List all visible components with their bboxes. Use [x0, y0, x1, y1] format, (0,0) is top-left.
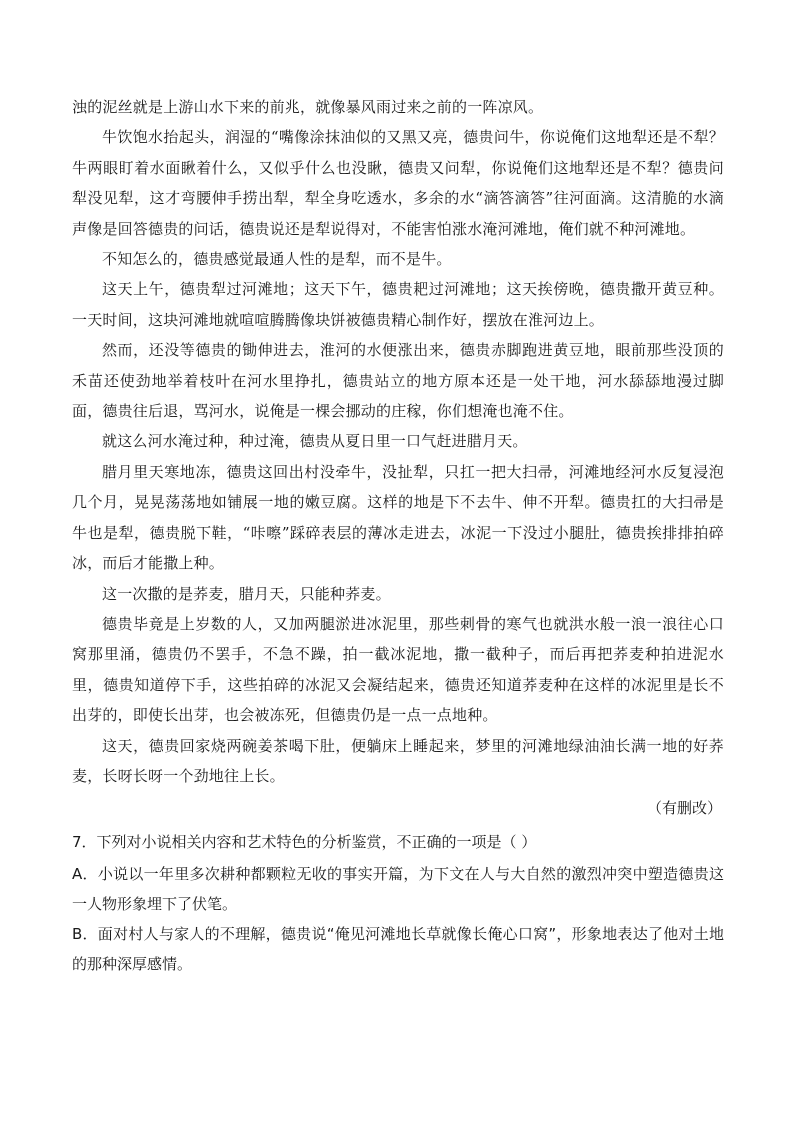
story-paragraph: 腊月里天寒地冻，德贵这回出村没牵牛，没扯犁，只扛一把大扫帚，河滩地经河水反复浸泡几个月，晃晃荡荡地如铺展一地的嫩豆腐。这样的地是下不去牛、伸不开犁。德贵扛的大扫帚是牛也是犁，德贵脱下鞋，“咔嚓”踩碎表层的薄冰走进去，冰泥一下没过小腿肚，德贵挨排排拍碎冰，而后才能撒上种。	[72, 462, 724, 573]
question-7	[72, 827, 724, 979]
option-b: B．面对村人与家人的不理解，德贵说“俺见河滩地长草就像长俺心口窝”，形象地表达了他对土地的那种深厚感情。	[72, 925, 724, 974]
story-paragraph: 这一次撒的是荞麦，腊月天，只能种荞麦。	[102, 584, 391, 603]
story-text	[72, 92, 724, 791]
story-paragraph: 然而，还没等德贵的锄伸进去，淮河的水便涨出来，德贵赤脚跑进黄豆地，眼前那些没顶的禾苗还使劲地举着枝叶在河水里挣扎，德贵站立的地方原本还是一处干地，河水舔舔地漫过脚面，德贵往后退，骂河水，说俺是一棵会挪动的庄稼，你们想淹也淹不住。	[72, 341, 724, 421]
question-stem: 7．下列对小说相关内容和艺术特色的分析鉴赏，不正确的一项是（ ）	[72, 833, 537, 852]
story-paragraph: 浊的泥丝就是上游山水下来的前兆，就像暴风雨过来之前的一阵凉风。	[72, 98, 544, 116]
option-a: A．小说以一年里多次耕种都颗粒无收的事实开篇，为下文在人与大自然的激烈冲突中塑造德贵这一人物形象埋下了伏笔。	[72, 865, 724, 914]
story-paragraph: 德贵毕竟是上岁数的人，又加两腿淤进冰泥里，那些刺骨的寒气也就洪水般一浪一浪往心口窝那里涌，德贵仍不罢手，不急不躁，拍一截冰泥地，撒一截种子，而后再把荞麦种拍进泥水里，德贵知道停下手，这些拍碎的冰泥又会凝结起来，德贵还知道荞麦种在这样的冰泥里是长不出芽的，即使长出芽，也会被冻死，但德贵仍是一点一点地种。	[72, 614, 724, 725]
story-paragraph: 不知怎么的，德贵感觉最通人性的是犁，而不是牛。	[102, 250, 452, 269]
story-paragraph: 这天上午，德贵犁过河滩地；这天下午，德贵耙过河滩地；这天挨傍晚，德贵撒开黄豆种。一天时间，这块河滩地就喧喧腾腾像块饼被德贵精心制作好，摆放在淮河边上。	[72, 280, 724, 329]
story-paragraph: 牛饮饱水抬起头，润湿的“嘴像涂抹油似的又黑又亮，德贵问牛，你说俺们这地犁还是不犁？牛两眼盯着水面瞅着什么，又似乎什么也没瞅，德贵又问犁，你说俺们这地犁还是不犁？德贵问犁没见犁，这才弯腰伸手捞出犁，犁全身吃透水，多余的水“滴答滴答”往河面滴。这清脆的水滴声像是回答德贵的问话，德贵说还是犁说得对，不能害怕涨水淹河滩地，俺们就不种河滩地。	[72, 128, 724, 238]
story-paragraph: 就这么河水淹过种，种过淹，德贵从夏日里一口气赶进腊月天。	[102, 432, 528, 451]
source-note: （有删改）	[646, 799, 722, 818]
story-paragraph: 这天，德贵回家烧两碗姜茶喝下肚，便躺床上睡起来，梦里的河滩地绿油油长满一地的好荞麦，长呀长呀一个劲地往上长。	[72, 736, 724, 785]
